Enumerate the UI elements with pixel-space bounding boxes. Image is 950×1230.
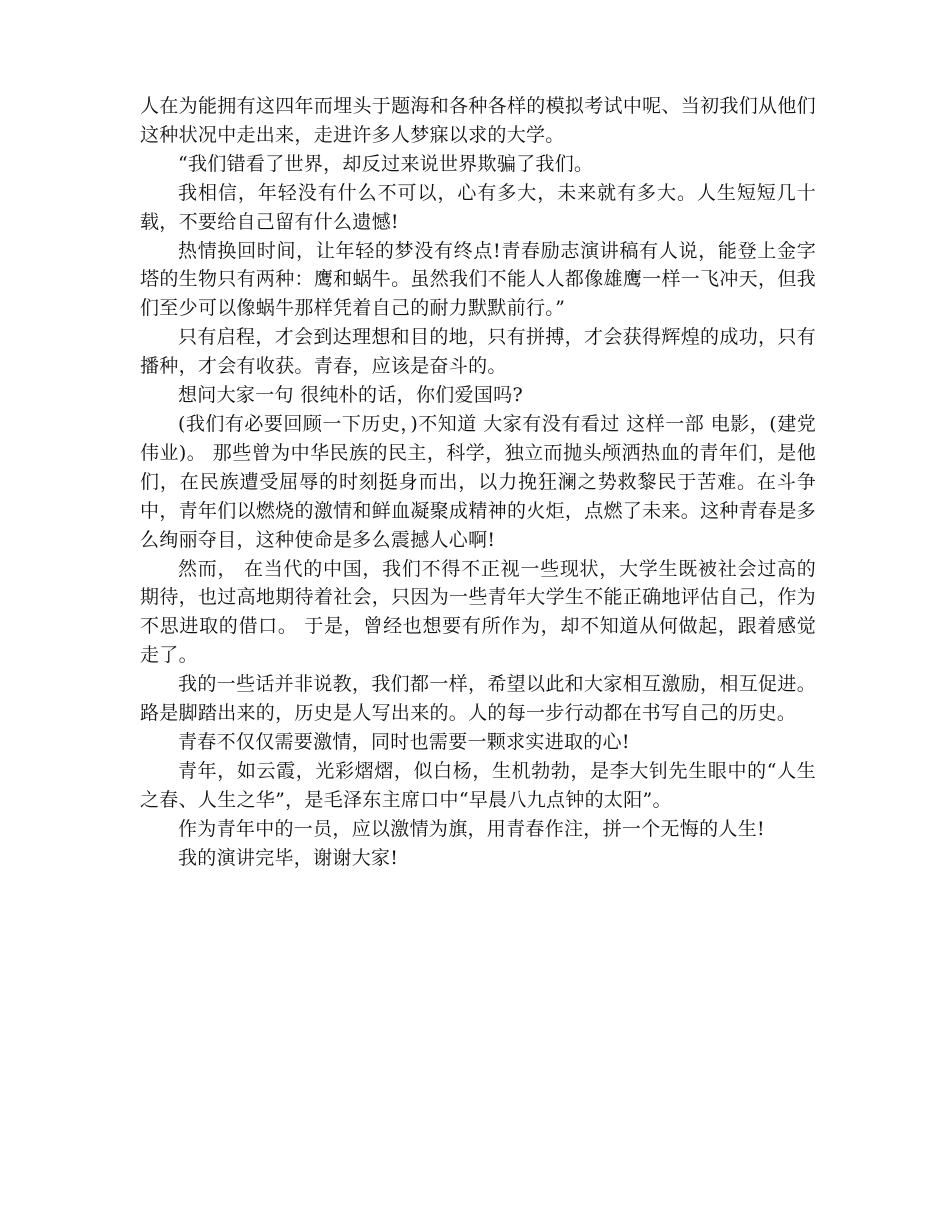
paragraph-4: 热情换回时间，让年轻的梦没有终点!青春励志演讲稿有人说，能登上金字塔的生物只有两种：鹰和蜗牛。虽然我们不能人人都像雄鹰一样一飞冲天，但我们至少可以像蜗牛那样凭着自己的耐力默默前行。” — [140, 239, 816, 320]
paragraph-1: 人在为能拥有这四年而埋头于题海和各种各样的模拟考试中呢、当初我们从他们这种状况中走出来，走进许多人梦寐以求的大学。 — [140, 95, 816, 146]
paragraph-11: 青年，如云霞，光彩熠熠，似白杨，生机勃勃，是李大钊先生眼中的“人生之春、人生之华”，是毛泽东主席口中“早晨八九点钟的太阳”。 — [140, 759, 816, 811]
paragraph-10: 青春不仅仅需要激情，同时也需要一颗求实进取的心! — [178, 730, 630, 753]
paragraph-8: 然而， 在当代的中国，我们不得不正视一些现状，大学生既被社会过高的期待，也过高地期待着社会，只因为一些青年大学生不能正确地评估自己，作为不思进取的借口。 于是，曾经也想要有所作为，却不知道从何做起，跟着感觉走了。 — [140, 557, 816, 667]
paragraph-6: 想问大家一句 很纯朴的话，你们爱国吗? — [178, 384, 523, 407]
paragraph-5: 只有启程，才会到达理想和目的地，只有拼搏，才会获得辉煌的成功，只有播种，才会有收获。青春，应该是奋斗的。 — [140, 326, 816, 378]
paragraph-2: “我们错看了世界，却反过来说世界欺骗了我们。 — [178, 152, 594, 175]
paragraph-7: (我们有必要回顾一下历史，)不知道 大家有没有看过 这样一部 电影，(建党伟业)。 那些曾为中华民族的民主，科学，独立而抛头颅洒热血的青年们，是他们，在民族遭受屈辱的时刻挺身而出，以力挽狂澜之势救黎民于苦难。在斗争中，青年们以燃烧的激情和鲜血凝聚成精神的火炬，点燃了未来。这种青春是多么绚丽夺目，这种使命是多么震撼人心啊! — [140, 412, 816, 551]
paragraph-3: 我相信，年轻没有什么不可以，心有多大，未来就有多大。人生短短几十载，不要给自己留有什么遗憾! — [140, 181, 816, 233]
paragraph-9: 我的一些话并非说教，我们都一样，希望以此和大家相互激励，相互促进。路是脚踏出来的，历史是人写出来的。人的每一步行动都在书写自己的历史。 — [140, 673, 816, 725]
document-body — [140, 92, 816, 872]
paragraph-13: 我的演讲完毕，谢谢大家! — [178, 846, 399, 869]
paragraph-12: 作为青年中的一员，应以激情为旗，用青春作注，拼一个无悔的人生! — [178, 817, 765, 840]
